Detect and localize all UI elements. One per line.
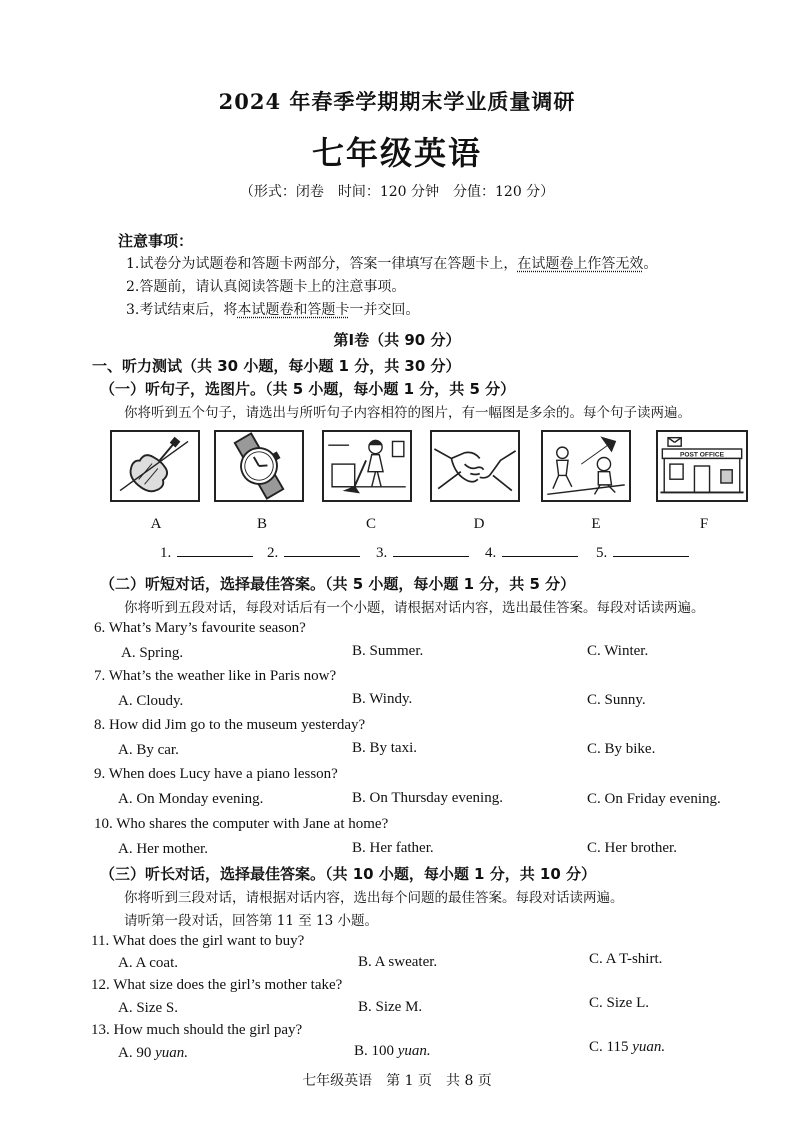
note-item-1-emphasis: 在试题卷上作答无效 [517, 256, 644, 272]
option-b-unit: yuan. [397, 1043, 431, 1059]
blank-number: 3. [376, 545, 388, 561]
notes-heading: 注意事项： [118, 232, 194, 250]
question-7-option-b[interactable]: B. Windy. [352, 691, 413, 707]
note-item-1 [126, 253, 657, 273]
picture-f [656, 430, 748, 502]
picture-label-f: F [699, 516, 709, 532]
answer-blank-3[interactable] [376, 545, 469, 562]
blank-number: 1. [160, 545, 172, 561]
note-item-3-emphasis: 本试题卷和答题卡 [237, 302, 350, 318]
question-13: 13. How much should the girl pay? [91, 1022, 303, 1038]
option-b-amount: B. 100 [354, 1043, 395, 1059]
picture-e [541, 430, 631, 502]
note-item-3 [126, 299, 419, 319]
post-office-sign: POST OFFICE [679, 451, 725, 459]
blank-number: 4. [485, 545, 497, 561]
question-6-option-c[interactable]: C. Winter. [587, 643, 649, 659]
question-11-option-b[interactable]: B. A sweater. [358, 954, 438, 970]
question-6: 6. What’s Mary’s favourite season? [94, 620, 306, 636]
sweeping-icon [324, 432, 410, 500]
part3-sub-instruction: 请听第一段对话，回答第 11 至 13 小题。 [124, 913, 379, 929]
violin-icon [112, 432, 198, 500]
note-item-1-end: 。 [643, 256, 658, 272]
blank-line [177, 556, 253, 557]
blank-line [613, 556, 689, 557]
note-item-3-end: 一并交回。 [349, 302, 420, 318]
question-11-option-c[interactable]: C. A T-shirt. [589, 951, 663, 967]
answer-blank-4[interactable] [485, 545, 578, 562]
exam-title: 2024 年春季学期期末学业质量调研 [218, 89, 576, 114]
blank-line [284, 556, 360, 557]
page-footer: 七年级英语 第 1 页 共 8 页 [302, 1073, 492, 1089]
option-a-amount: A. 90 [118, 1045, 152, 1061]
picture-label-a: A [150, 516, 162, 532]
watch-icon [216, 432, 302, 500]
question-9-option-c[interactable]: C. On Friday evening. [587, 791, 721, 807]
part1-heading: （一）听句子，选图片。（共 5 小题，每小题 1 分，共 5 分） [100, 380, 516, 398]
part2-instruction: 你将听到五段对话，每段对话后有一个小题，请根据对话内容，选出最佳答案。每段对话读两遍。 [124, 600, 705, 616]
question-8-option-c[interactable]: C. By bike. [587, 741, 656, 757]
part2-heading: （二）听短对话，选择最佳答案。（共 5 小题，每小题 1 分，共 5 分） [100, 575, 576, 593]
note-item-1-text: 1.试卷分为试题卷和答题卡两部分，答案一律填写在答题卡上， [126, 256, 518, 272]
question-10-option-b[interactable]: B. Her father. [352, 840, 434, 856]
question-7-option-a[interactable]: A. Cloudy. [118, 693, 184, 709]
note-item-3-text: 3.考试结束后，将 [126, 302, 238, 318]
note-item-2: 2.答题前，请认真阅读答题卡上的注意事项。 [126, 279, 406, 295]
question-7: 7. What’s the weather like in Paris now? [94, 668, 337, 684]
picture-c [322, 430, 412, 502]
question-10: 10. Who shares the computer with Jane at home? [94, 816, 389, 832]
post-office-icon [658, 432, 746, 500]
question-13-option-c[interactable] [589, 1039, 665, 1056]
part3-instruction: 你将听到三段对话，请根据对话内容，选出每个问题的最佳答案。每段对话读两遍。 [124, 890, 624, 906]
picture-b [214, 430, 304, 502]
picture-label-b: B [256, 516, 267, 532]
part3-heading: （三）听长对话，选择最佳答案。（共 10 小题，每小题 1 分，共 10 分） [100, 865, 597, 883]
option-c-amount: C. 115 [589, 1039, 629, 1055]
option-c-unit: yuan. [632, 1039, 666, 1055]
question-9: 9. When does Lucy have a piano lesson? [94, 766, 338, 782]
question-7-option-c[interactable]: C. Sunny. [587, 692, 646, 708]
question-12: 12. What size does the girl’s mother take? [91, 977, 343, 993]
picture-label-c: C [365, 516, 376, 532]
question-8: 8. How did Jim go to the museum yesterday? [94, 717, 366, 733]
question-8-option-a[interactable]: A. By car. [118, 742, 179, 758]
question-10-option-a[interactable]: A. Her mother. [118, 841, 208, 857]
kite-flying-icon [543, 432, 629, 500]
option-a-unit: yuan. [155, 1045, 189, 1061]
handshake-icon [432, 432, 518, 500]
picture-label-d: D [473, 516, 485, 532]
question-6-option-b[interactable]: B. Summer. [352, 643, 424, 659]
exam-meta: （形式：闭卷 时间：120 分钟 分值：120 分） [239, 184, 555, 200]
subject-title: 七年级英语 [311, 134, 482, 172]
question-8-option-b[interactable]: B. By taxi. [352, 740, 418, 756]
volume-title: 第Ⅰ卷（共 90 分） [333, 331, 461, 349]
question-6-option-a[interactable]: A. Spring. [121, 645, 184, 661]
picture-label-e: E [591, 516, 601, 532]
section1-heading: 一、听力测试（共 30 小题，每小题 1 分，共 30 分） [92, 357, 461, 375]
picture-d [430, 430, 520, 502]
question-11-option-a[interactable]: A. A coat. [118, 955, 178, 971]
question-9-option-a[interactable]: A. On Monday evening. [118, 791, 264, 807]
question-13-option-b[interactable] [354, 1043, 431, 1060]
question-12-option-b[interactable]: B. Size M. [358, 999, 423, 1015]
answer-blank-5[interactable] [596, 545, 689, 562]
question-9-option-b[interactable]: B. On Thursday evening. [352, 790, 503, 806]
picture-a [110, 430, 200, 502]
question-10-option-c[interactable]: C. Her brother. [587, 840, 677, 856]
answer-blank-1[interactable] [160, 545, 253, 562]
question-12-option-a[interactable]: A. Size S. [118, 1000, 178, 1016]
blank-number: 5. [596, 545, 608, 561]
part1-instruction: 你将听到五个句子，请选出与所听句子内容相符的图片，有一幅图是多余的。每个句子读两遍。 [124, 405, 691, 421]
question-13-option-a[interactable] [118, 1045, 188, 1062]
question-11: 11. What does the girl want to buy? [91, 933, 305, 949]
blank-number: 2. [267, 545, 279, 561]
answer-blank-2[interactable] [267, 545, 360, 562]
blank-line [393, 556, 469, 557]
question-12-option-c[interactable]: C. Size L. [589, 995, 649, 1011]
blank-line [502, 556, 578, 557]
